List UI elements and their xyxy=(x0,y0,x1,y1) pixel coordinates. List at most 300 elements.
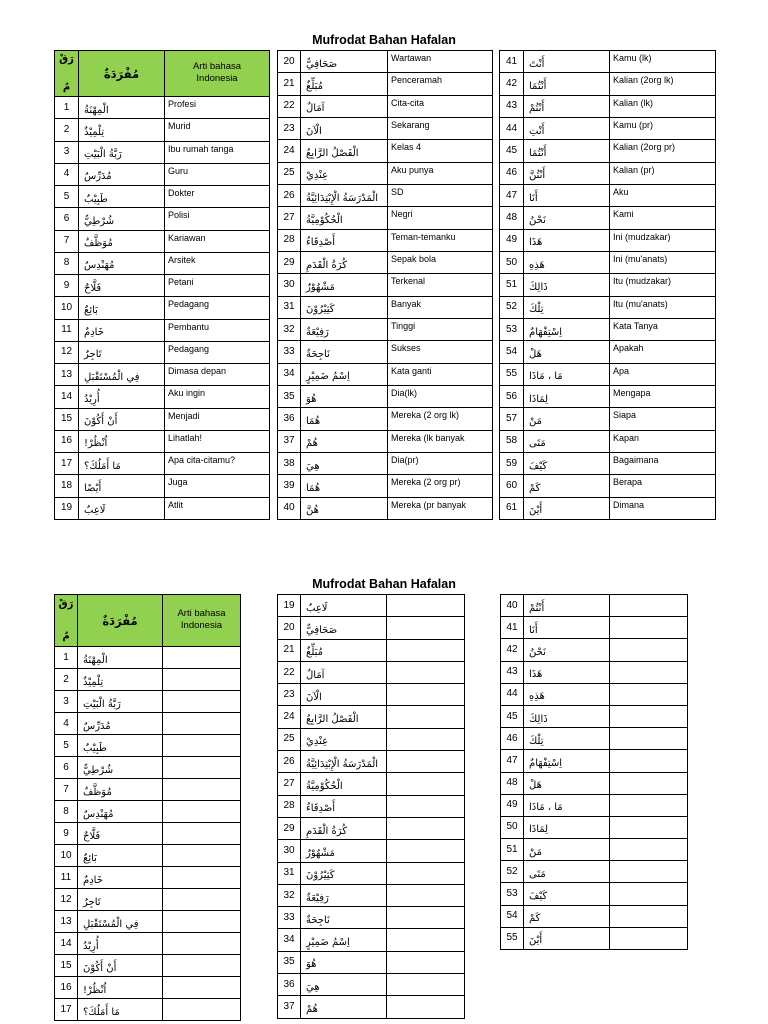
meaning-blank xyxy=(387,684,465,706)
row-number: 20 xyxy=(278,51,301,73)
meaning: Berapa xyxy=(610,475,716,497)
table-body xyxy=(501,595,688,950)
arabic-word: تِلْمِيْذٌ xyxy=(84,126,105,138)
arabic-word: مَا أَمَلُكَ؟ xyxy=(83,1006,120,1018)
row-number: 53 xyxy=(500,318,524,340)
arabic-word: أَنَا xyxy=(529,192,538,204)
meaning: Lihatlah! xyxy=(165,430,270,452)
table-row xyxy=(501,816,688,838)
arabic-word: أَنْتُنَّ xyxy=(529,170,546,182)
meaning-blank xyxy=(387,639,465,661)
meaning: Kamu (lk) xyxy=(610,51,716,73)
arabic-word-cell xyxy=(79,453,165,475)
table-row xyxy=(501,839,688,861)
meaning-blank xyxy=(387,840,465,862)
meaning: Aku punya xyxy=(388,162,493,184)
meaning: Menjadi xyxy=(165,408,270,430)
arabic-word-cell xyxy=(301,862,387,884)
row-number: 1 xyxy=(55,647,78,669)
meaning-blank xyxy=(610,883,688,905)
arabic-word: هُنَّ xyxy=(306,505,319,517)
meaning: Teman-temanku xyxy=(388,229,493,251)
table-row xyxy=(55,691,241,713)
row-number: 6 xyxy=(55,757,78,779)
table-row xyxy=(501,661,688,683)
row-number: 5 xyxy=(55,186,79,208)
arabic-word-cell xyxy=(524,251,610,273)
row-number: 27 xyxy=(278,773,301,795)
row-number: 48 xyxy=(500,207,524,229)
table-row xyxy=(278,207,493,229)
arabic-word-cell xyxy=(301,51,388,73)
table-row xyxy=(501,750,688,772)
row-number: 8 xyxy=(55,801,78,823)
arabic-word: مَا ، مَاذَا xyxy=(529,802,563,814)
arabic-word-cell xyxy=(79,275,165,297)
arabic-word-cell xyxy=(78,669,163,691)
table-row xyxy=(501,617,688,639)
meaning: Itu (mu'anats) xyxy=(610,296,716,318)
meaning-blank xyxy=(163,933,241,955)
arabic-word-cell xyxy=(78,801,163,823)
arabic-word-cell xyxy=(524,184,610,206)
row-number: 9 xyxy=(55,823,78,845)
meaning: Dimana xyxy=(610,497,716,519)
row-number: 14 xyxy=(55,386,79,408)
arabic-word-cell xyxy=(79,341,165,363)
arabic-word-cell xyxy=(524,905,610,927)
arabic-word: مَنْ xyxy=(529,846,542,858)
arabic-word: أَنْ أَكُوْنَ xyxy=(83,962,117,974)
table-row xyxy=(278,929,465,951)
meaning-blank xyxy=(163,999,241,1021)
arabic-word-cell xyxy=(79,364,165,386)
table-row xyxy=(55,297,270,319)
row-number: 15 xyxy=(55,408,79,430)
header-meaning xyxy=(163,595,241,647)
row-number: 33 xyxy=(278,341,301,363)
row-number: 41 xyxy=(500,51,524,73)
arabic-word: كَثِيْرُوْنَ xyxy=(306,870,335,882)
meaning-blank xyxy=(610,861,688,883)
arabic-word: فِي الْمُسْتَقْبَلِ xyxy=(84,371,140,383)
table-row xyxy=(55,779,241,801)
arabic-word-cell xyxy=(301,430,388,452)
table-body xyxy=(55,647,241,1021)
row-number: 32 xyxy=(278,318,301,340)
arabic-word: فَلَّاحٌ xyxy=(84,282,102,294)
arabic-word: أَيْضًا xyxy=(84,482,102,494)
arabic-word: بَائِعٌ xyxy=(83,852,97,864)
arabic-word-cell xyxy=(524,816,610,838)
table-row xyxy=(501,905,688,927)
arabic-word-cell xyxy=(78,933,163,955)
meaning: Kelas 4 xyxy=(388,140,493,162)
row-number: 34 xyxy=(278,363,301,385)
arabic-word-cell xyxy=(301,728,387,750)
arabic-word-cell xyxy=(78,999,163,1021)
row-number: 58 xyxy=(500,430,524,452)
table-row xyxy=(278,795,465,817)
row-number: 57 xyxy=(500,408,524,430)
arabic-word-cell xyxy=(524,162,610,184)
table-row xyxy=(55,801,241,823)
arabic-word-cell xyxy=(78,823,163,845)
arabic-word-cell xyxy=(301,706,387,728)
arabic-word: شُرْطِيٌّ xyxy=(83,764,114,776)
arabic-word: رَفِيْعَةٌ xyxy=(306,892,329,904)
meaning: Ini (mu'anats) xyxy=(610,251,716,273)
arabic-word-cell xyxy=(78,691,163,713)
arabic-word-cell xyxy=(78,955,163,977)
table-row xyxy=(55,757,241,779)
arabic-word-cell xyxy=(301,207,388,229)
table-row xyxy=(278,728,465,750)
table-row xyxy=(278,452,493,474)
meaning: Apa xyxy=(610,363,716,385)
row-number: 17 xyxy=(55,999,78,1021)
table-row xyxy=(500,162,716,184)
row-number: 43 xyxy=(500,95,524,117)
arabic-word: بَائِعٌ xyxy=(84,304,98,316)
meaning: Pedagang xyxy=(165,297,270,319)
table-row xyxy=(278,817,465,839)
meaning: Dia(pr) xyxy=(388,452,493,474)
row-number: 48 xyxy=(501,772,524,794)
table-row xyxy=(278,363,493,385)
header-number-bottom: مٌ xyxy=(62,81,71,93)
table-row xyxy=(278,773,465,795)
table-row xyxy=(500,251,716,273)
worksheet-table-left xyxy=(54,594,241,1021)
arabic-word: هَذَا xyxy=(529,237,543,249)
arabic-word-cell xyxy=(301,408,388,430)
row-number: 54 xyxy=(500,341,524,363)
arabic-word-cell xyxy=(301,840,387,862)
arabic-word-cell xyxy=(301,951,387,973)
table-row xyxy=(278,73,493,95)
table-row xyxy=(500,475,716,497)
table-row xyxy=(501,927,688,949)
arabic-word: مُدَرِّسٌ xyxy=(83,720,111,732)
arabic-word: اِسْمُ ضَمِيْرٍ xyxy=(306,937,350,949)
arabic-word: أَيْنَ xyxy=(529,505,543,517)
table-row xyxy=(278,974,465,996)
row-number: 59 xyxy=(500,452,524,474)
meaning: Pembantu xyxy=(165,319,270,341)
arabic-word: آمَالٌ xyxy=(306,103,325,115)
arabic-word-cell xyxy=(524,750,610,772)
row-number: 53 xyxy=(501,883,524,905)
arabic-word: اِسْتِفْهَامٌ xyxy=(529,757,563,769)
row-number: 14 xyxy=(55,933,78,955)
arabic-word: مَا أَمَلُكَ؟ xyxy=(84,460,121,472)
header-number-top: رَقْ xyxy=(59,53,74,65)
arabic-word-cell xyxy=(301,974,387,996)
arabic-word-cell xyxy=(524,274,610,296)
arabic-word: صَحَافِيٌّ xyxy=(306,58,338,70)
arabic-word: الْفَصْلُ الرَّابِعُ xyxy=(306,147,359,159)
table-row xyxy=(55,97,270,119)
row-number: 7 xyxy=(55,230,79,252)
table-row xyxy=(278,475,493,497)
arabic-word: أَنْتُمَا xyxy=(529,147,547,159)
arabic-word-cell xyxy=(524,772,610,794)
row-number: 27 xyxy=(278,207,301,229)
meaning: Kalian (lk) xyxy=(610,95,716,117)
worksheet-table-right xyxy=(500,594,688,950)
row-number: 8 xyxy=(55,252,79,274)
table-row xyxy=(278,385,493,407)
arabic-word: عِنْدِيْ xyxy=(306,736,329,748)
table-row xyxy=(278,162,493,184)
row-number: 1 xyxy=(55,97,79,119)
table-row xyxy=(500,497,716,519)
meaning: Itu (mudzakar) xyxy=(610,274,716,296)
arabic-word-cell xyxy=(78,911,163,933)
table-row xyxy=(55,252,270,274)
row-number: 36 xyxy=(278,974,301,996)
table-row xyxy=(278,639,465,661)
meaning: Juga xyxy=(165,475,270,497)
table-row xyxy=(55,341,270,363)
arabic-word-cell xyxy=(79,141,165,163)
arabic-word-cell xyxy=(301,817,387,839)
arabic-word: نَاجِحَةٌ xyxy=(306,914,330,926)
arabic-word: هِيَ xyxy=(306,460,320,472)
arabic-word-cell xyxy=(524,661,610,683)
meaning: Mereka (pr banyak xyxy=(388,497,493,519)
arabic-word: أَنْتُمْ xyxy=(529,103,545,115)
arabic-word-cell xyxy=(79,186,165,208)
meaning-blank xyxy=(387,751,465,773)
arabic-word-cell xyxy=(79,119,165,141)
table-row xyxy=(55,867,241,889)
table-row xyxy=(55,386,270,408)
row-number: 7 xyxy=(55,779,78,801)
table-row xyxy=(500,363,716,385)
arabic-word: مُهَنْدِسٌ xyxy=(83,808,114,820)
arabic-word-cell xyxy=(301,595,387,617)
table-body xyxy=(278,51,493,520)
table-row xyxy=(500,430,716,452)
arabic-word: هُوَ xyxy=(306,959,317,971)
arabic-word: خَادِمٌ xyxy=(84,327,104,339)
arabic-word-cell xyxy=(301,639,387,661)
table-header xyxy=(55,595,241,647)
meaning-blank xyxy=(387,795,465,817)
table-row xyxy=(278,996,465,1018)
arabic-word-cell xyxy=(301,251,388,273)
table-row xyxy=(55,275,270,297)
arabic-word-cell xyxy=(78,735,163,757)
arabic-word: اِسْمُ ضَمِيْرٍ xyxy=(306,371,350,383)
row-number: 11 xyxy=(55,319,79,341)
row-number: 44 xyxy=(501,683,524,705)
arabic-word: هُوَ xyxy=(306,393,317,405)
row-number: 12 xyxy=(55,341,79,363)
arabic-word-cell xyxy=(301,117,388,139)
arabic-word-cell xyxy=(524,117,610,139)
arabic-word-cell xyxy=(78,713,163,735)
arabic-word: الْآنَ xyxy=(306,691,322,703)
header-number xyxy=(55,595,78,647)
arabic-word-cell xyxy=(301,773,387,795)
row-number: 39 xyxy=(278,475,301,497)
row-number: 29 xyxy=(278,251,301,273)
meaning-blank xyxy=(610,595,688,617)
row-number: 52 xyxy=(501,861,524,883)
row-number: 44 xyxy=(500,117,524,139)
header-number-stack xyxy=(55,54,78,94)
meaning: Arsitek xyxy=(165,252,270,274)
arabic-word: نَحْنُ xyxy=(529,646,546,658)
table-row xyxy=(278,229,493,251)
arabic-word-cell xyxy=(524,683,610,705)
table-row xyxy=(278,51,493,73)
row-number: 49 xyxy=(500,229,524,251)
header-number-top: رَقْ xyxy=(58,598,74,610)
table-row xyxy=(55,823,241,845)
row-number: 25 xyxy=(278,728,301,750)
arabic-word-cell xyxy=(301,475,388,497)
table-row xyxy=(55,319,270,341)
meaning-blank xyxy=(387,996,465,1018)
table-row xyxy=(278,318,493,340)
arabic-word-cell xyxy=(524,883,610,905)
row-number: 22 xyxy=(278,95,301,117)
arabic-word: مُدَرِّسٌ xyxy=(84,171,112,183)
row-number: 3 xyxy=(55,141,79,163)
arabic-word: الْمِهْنَةُ xyxy=(84,104,109,116)
table-row xyxy=(278,661,465,683)
row-number: 6 xyxy=(55,208,79,230)
table-row xyxy=(55,933,241,955)
table-row xyxy=(500,117,716,139)
row-number: 47 xyxy=(501,750,524,772)
row-number: 50 xyxy=(501,816,524,838)
meaning-blank xyxy=(610,794,688,816)
meaning: Sukses xyxy=(388,341,493,363)
arabic-word: أَنْتَ xyxy=(529,58,545,70)
meaning: Kalian (pr) xyxy=(610,162,716,184)
arabic-word: أَنْ أَكُوْنَ xyxy=(84,416,118,428)
row-number: 42 xyxy=(501,639,524,661)
meaning: Sekarang xyxy=(388,117,493,139)
row-number: 24 xyxy=(278,140,301,162)
row-number: 31 xyxy=(278,862,301,884)
arabic-word-cell xyxy=(79,208,165,230)
arabic-word: هَلْ xyxy=(529,348,542,360)
arabic-word-cell xyxy=(301,184,388,206)
row-number: 33 xyxy=(278,907,301,929)
row-number: 17 xyxy=(55,453,79,475)
table-row xyxy=(500,274,716,296)
arabic-word: كَمْ xyxy=(529,482,541,494)
meaning-blank xyxy=(163,713,241,735)
arabic-word-cell xyxy=(524,927,610,949)
row-number: 9 xyxy=(55,275,79,297)
row-number: 12 xyxy=(55,889,78,911)
meaning: Aku xyxy=(610,184,716,206)
arabic-word: مَتَى xyxy=(529,868,546,880)
meaning-blank xyxy=(163,757,241,779)
table-row xyxy=(55,497,270,519)
row-number: 56 xyxy=(500,385,524,407)
arabic-word: عِنْدِيْ xyxy=(306,170,329,182)
arabic-word-cell xyxy=(79,430,165,452)
meaning: Ini (mudzakar) xyxy=(610,229,716,251)
arabic-word-cell xyxy=(524,705,610,727)
row-number: 40 xyxy=(278,497,301,519)
arabic-word: هَذِهِ xyxy=(529,259,545,271)
arabic-word-cell xyxy=(78,647,163,669)
arabic-word-cell xyxy=(301,296,388,318)
arabic-word-cell xyxy=(524,839,610,861)
vocab-table-top-right xyxy=(499,50,716,520)
arabic-word-cell xyxy=(301,95,388,117)
row-number: 13 xyxy=(55,364,79,386)
row-number: 4 xyxy=(55,163,79,185)
arabic-word: أُرِيْدُ xyxy=(83,940,99,952)
arabic-word-cell xyxy=(524,229,610,251)
row-number: 22 xyxy=(278,661,301,683)
arabic-word-cell xyxy=(524,794,610,816)
arabic-word: نَاجِحَةٌ xyxy=(306,348,330,360)
table-row xyxy=(278,751,465,773)
arabic-word: هَذَا xyxy=(529,669,543,681)
arabic-word-cell xyxy=(79,163,165,185)
row-number: 4 xyxy=(55,713,78,735)
header-meaning-label: Arti bahasa Indonesia xyxy=(192,61,242,84)
arabic-word-cell xyxy=(301,73,388,95)
table-row xyxy=(278,840,465,862)
arabic-word-cell xyxy=(301,907,387,929)
meaning: Apakah xyxy=(610,341,716,363)
row-number: 54 xyxy=(501,905,524,927)
row-number: 37 xyxy=(278,430,301,452)
row-number: 19 xyxy=(55,497,79,519)
table-row xyxy=(278,706,465,728)
row-number: 21 xyxy=(278,639,301,661)
arabic-word-cell xyxy=(524,408,610,430)
row-number: 2 xyxy=(55,669,78,691)
arabic-word: مُهَنْدِسٌ xyxy=(84,260,115,272)
meaning: Bagaimana xyxy=(610,452,716,474)
arabic-word-cell xyxy=(301,884,387,906)
row-number: 18 xyxy=(55,475,79,497)
table-row xyxy=(55,364,270,386)
arabic-word-cell xyxy=(301,617,387,639)
table-row xyxy=(55,669,241,691)
arabic-word-cell xyxy=(301,751,387,773)
table-row xyxy=(500,140,716,162)
arabic-word: رَفِيْعَةٌ xyxy=(306,326,329,338)
meaning-blank xyxy=(163,867,241,889)
arabic-word-cell xyxy=(78,845,163,867)
arabic-word: مُوَظَّفٌ xyxy=(83,786,112,798)
meaning: Siapa xyxy=(610,408,716,430)
meaning-blank xyxy=(163,889,241,911)
table-row xyxy=(500,385,716,407)
row-number: 51 xyxy=(500,274,524,296)
table-body xyxy=(55,97,270,520)
header-word: مُفْرَدَةٌ xyxy=(79,51,165,97)
arabic-word: اُنْظُرْ! xyxy=(84,438,108,450)
arabic-word: تَاجِرٌ xyxy=(83,896,101,908)
table-row xyxy=(278,296,493,318)
table-row xyxy=(55,955,241,977)
